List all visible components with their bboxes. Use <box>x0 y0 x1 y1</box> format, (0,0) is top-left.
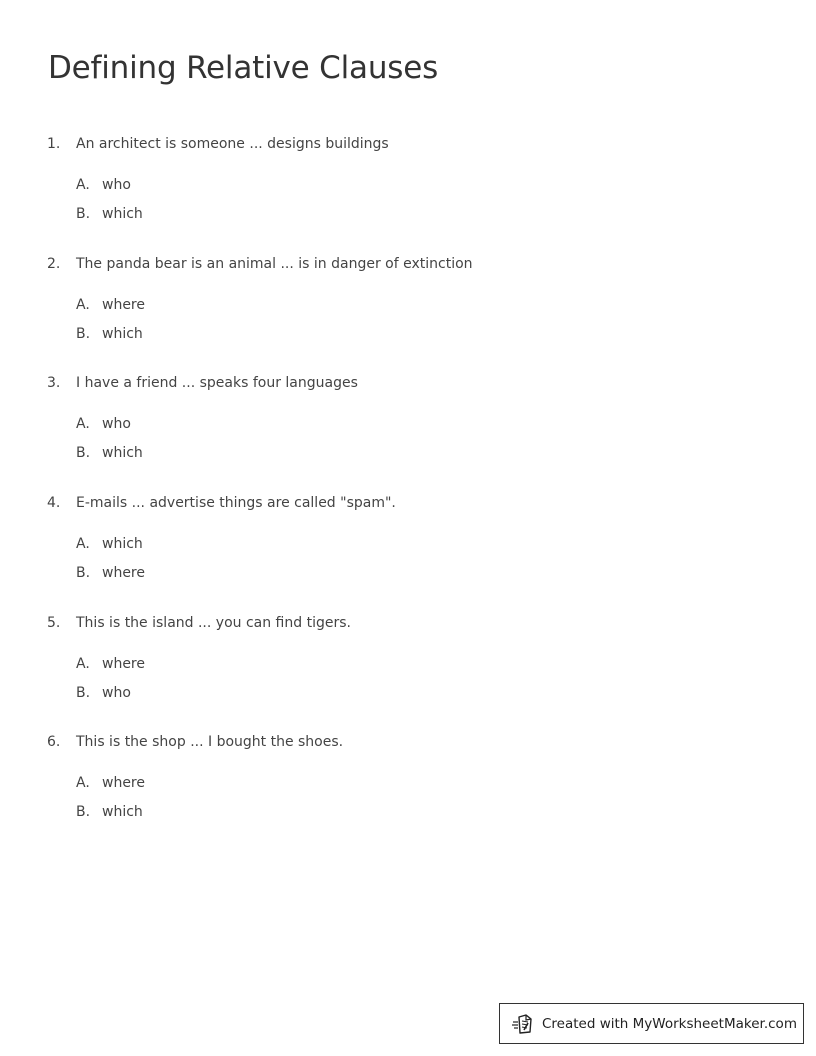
option-b <box>0 443 400 463</box>
option-text: which <box>102 445 143 461</box>
option-text: who <box>102 177 131 193</box>
option-a <box>0 175 400 195</box>
footer-text[interactable]: Created with MyWorksheetMaker.com <box>542 1015 797 1032</box>
question-number: 6. <box>47 734 61 750</box>
option-text: who <box>102 416 131 432</box>
option-text: which <box>102 804 143 820</box>
option-letter: B. <box>76 565 91 581</box>
option-letter: A. <box>76 297 90 313</box>
option-letter: A. <box>76 416 90 432</box>
option-b <box>0 683 400 703</box>
question-text: The panda bear is an animal ... is in danger of extinction <box>76 256 473 272</box>
worksheet-maker-logo-icon <box>512 1013 534 1035</box>
option-letter: B. <box>76 685 91 701</box>
option-letter: A. <box>76 656 90 672</box>
option-text: which <box>102 206 143 222</box>
option-a <box>0 773 400 793</box>
option-letter: B. <box>76 445 91 461</box>
question-number: 3. <box>47 375 61 391</box>
option-b <box>0 563 400 583</box>
option-text: which <box>102 326 143 342</box>
question-text: This is the shop ... I bought the shoes. <box>76 734 344 750</box>
footer-badge[interactable] <box>499 1003 804 1044</box>
option-letter: A. <box>76 177 90 193</box>
option-letter: B. <box>76 206 91 222</box>
option-letter: A. <box>76 536 90 552</box>
question-number: 4. <box>47 495 61 511</box>
option-b <box>0 802 400 822</box>
option-a <box>0 414 400 434</box>
option-letter: B. <box>76 326 91 342</box>
option-text: where <box>102 565 145 581</box>
option-a <box>0 654 400 674</box>
option-b <box>0 324 400 344</box>
question-text: I have a friend ... speaks four languages <box>76 375 358 391</box>
option-a <box>0 295 400 315</box>
question-text: E-mails ... advertise things are called "spam". <box>76 495 396 511</box>
option-b <box>0 204 400 224</box>
option-letter: A. <box>76 775 90 791</box>
option-text: where <box>102 297 145 313</box>
option-letter: B. <box>76 804 91 820</box>
option-text: which <box>102 536 143 552</box>
option-a <box>0 534 400 554</box>
question-number: 5. <box>47 615 61 631</box>
option-text: where <box>102 775 145 791</box>
option-text: where <box>102 656 145 672</box>
page-title: Defining Relative Clauses <box>48 50 439 86</box>
question-number: 1. <box>47 136 61 152</box>
option-text: who <box>102 685 131 701</box>
question-text: This is the island ... you can find tigers. <box>76 615 351 631</box>
question-number: 2. <box>47 256 61 272</box>
question-text: An architect is someone ... designs buildings <box>76 136 389 152</box>
